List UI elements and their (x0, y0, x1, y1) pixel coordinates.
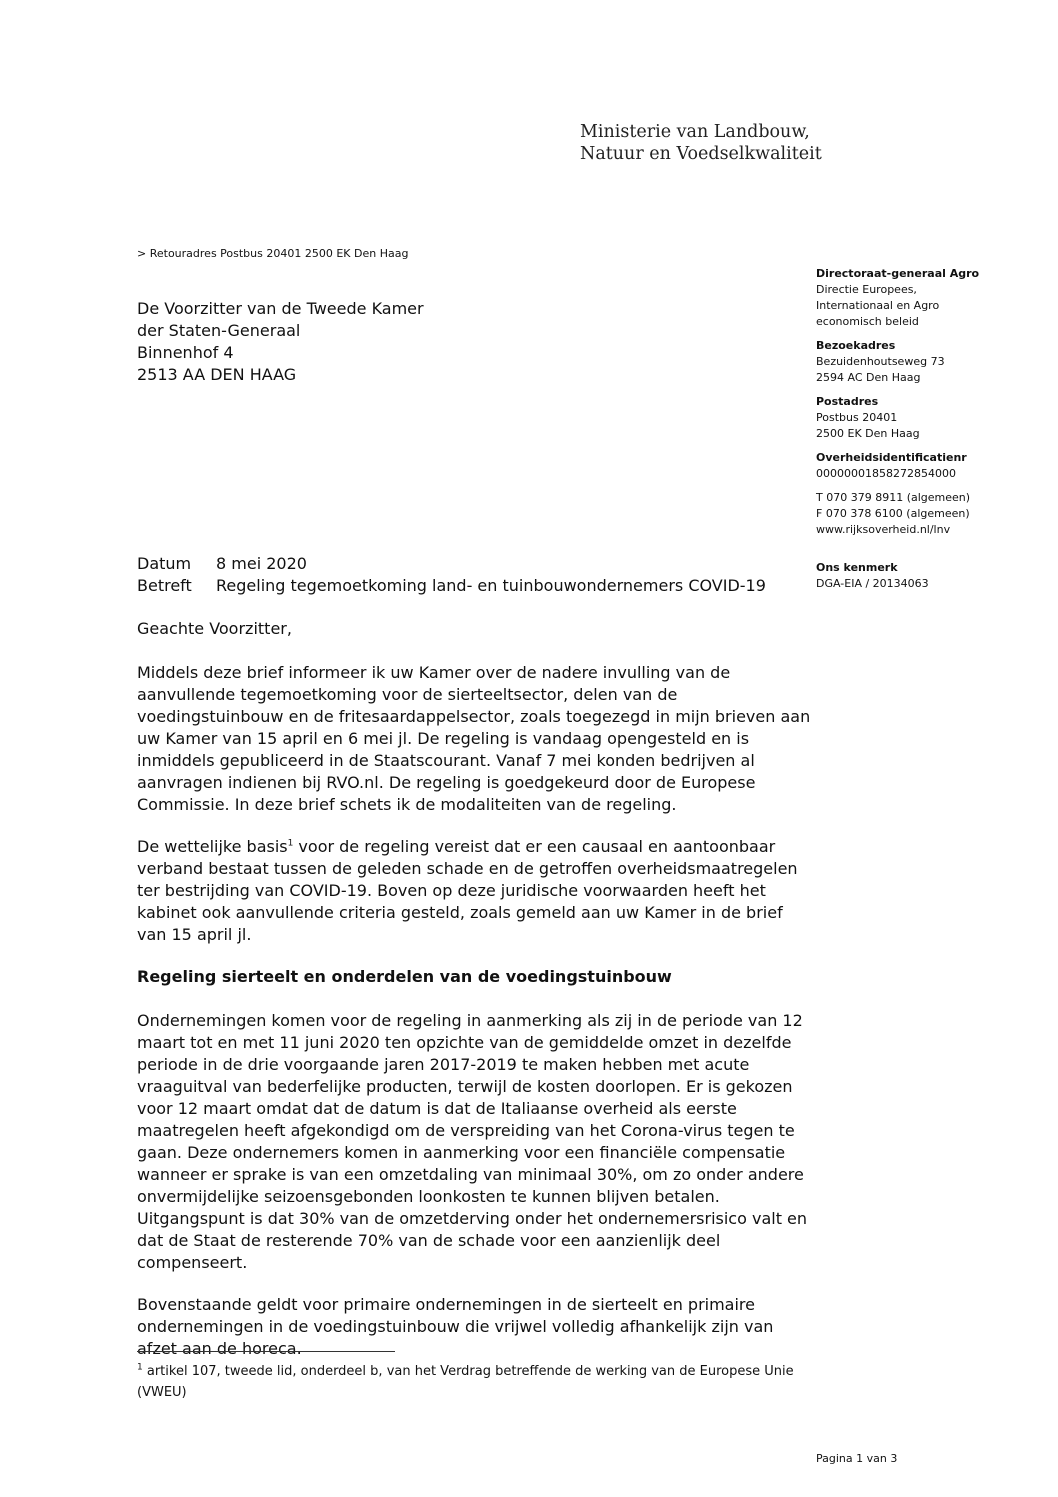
date-value: 8 mei 2020 (216, 554, 307, 573)
sidebar-gov-id (816, 450, 1026, 482)
subject-row (137, 575, 766, 597)
addressee-line1: De Voorzitter van de Tweede Kamer (137, 299, 424, 318)
subject-value: Regeling tegemoetkoming land- en tuinbouwondernemers COVID-19 (216, 576, 766, 595)
paragraph-1: Middels deze brief informeer ik uw Kamer over de nadere invulling van de aanvullende tegemoetkoming voor de sierteeltsector, delen van de voedingstuinbouw en de fritesaardappelsector, zoals toegezegd in mijn brieven aan uw Kamer van 15 april en 6 mei jl. De regeling is vandaag opengesteld en is inmiddels gepubliceerd in de Staatscourant. Vanaf 7 mei konden bedrijven al aanvragen indienen bij RVO.nl. De regeling is goedgekeurd door de Europese Commissie. In deze brief schets ik de modaliteiten van de regeling. (137, 663, 811, 814)
sidebar-postal-address (816, 394, 1026, 442)
footnote-reference[interactable]: 1 (287, 838, 294, 849)
ministry-name-line1: Ministerie van Landbouw, (580, 122, 810, 142)
directorate-line1: Directie Europees, (816, 283, 917, 296)
letter-body (137, 618, 817, 1380)
addressee-block (137, 298, 424, 386)
sidebar-visit-address (816, 338, 1026, 386)
directorate-line3: economisch beleid (816, 315, 919, 328)
visit-line1: Bezuidenhoutseweg 73 (816, 355, 945, 368)
paragraph-2 (137, 836, 817, 946)
sidebar-contact (816, 490, 1026, 538)
sidebar-directorate (816, 266, 1026, 330)
reference-value: DGA-EIA / 20134063 (816, 577, 929, 590)
paragraph-3: Ondernemingen komen voor de regeling in aanmerking als zij in de periode van 12 maart tot en met 11 juni 2020 ten opzichte van de gemiddelde omzet in dezelfde periode in de drie voorgaande jaren 2017-2019 te maken hebben met acute vraaguitval van bederfelijke producten, terwijl de kosten doorlopen. Er is gekozen voor 12 maart omdat dat de datum is dat de Italiaanse overheid als eerste maatregelen heeft afgekondigd om de verspreiding van het Corona-virus tegen te gaan. Deze ondernemers komen in aanmerking voor een financiële compensatie wanneer er sprake is van een omzetdaling van minimaal 30%, om zo onder andere onvermijdelijke seizoensgebonden loonkosten te kunnen blijven betalen. Uitgangspunt is dat 30% van de omzetderving onder het ondernemersrisico valt en dat de Staat de resterende 70% van de schade voor een aanzienlijk deel compenseert. (137, 1011, 808, 1272)
postal-line1: Postbus 20401 (816, 411, 898, 424)
date-row (137, 553, 766, 575)
return-address: > Retouradres Postbus 20401 2500 EK Den Haag (137, 247, 409, 260)
salutation: Geachte Voorzitter, (137, 619, 292, 638)
ministry-name-line2: Natuur en Voedselkwaliteit (580, 144, 822, 164)
paragraph-2-start: De wettelijke basis (137, 837, 288, 856)
addressee-line3: Binnenhof 4 (137, 343, 234, 362)
reference-heading: Ons kenmerk (816, 561, 898, 574)
page-number: Pagina 1 van 3 (816, 1452, 898, 1465)
directorate-heading: Directoraat-generaal Agro (816, 267, 980, 280)
addressee-line2: der Staten-Generaal (137, 321, 301, 340)
visit-line2: 2594 AC Den Haag (816, 371, 921, 384)
postal-heading: Postadres (816, 395, 879, 408)
sender-sidebar (816, 266, 1026, 600)
sidebar-reference (816, 560, 1026, 592)
contact-fax: F 070 378 6100 (algemeen) (816, 507, 970, 520)
section-heading: Regeling sierteelt en onderdelen van de voedingstuinbouw (137, 967, 672, 986)
postal-line2: 2500 EK Den Haag (816, 427, 920, 440)
subject-label: Betreft (137, 576, 192, 595)
date-label: Datum (137, 554, 192, 573)
govid-value: 00000001858272854000 (816, 467, 956, 480)
footnote-marker: 1 (137, 1362, 143, 1373)
govid-heading: Overheidsidentificatienr (816, 451, 967, 464)
footnote-divider (137, 1351, 395, 1352)
footnote-text: artikel 107, tweede lid, onderdeel b, van het Verdrag betreffende de werking van de Europese Unie (VWEU) (137, 1364, 794, 1400)
directorate-line2: Internationaal en Agro (816, 299, 940, 312)
visit-heading: Bezoekadres (816, 339, 896, 352)
contact-website-link[interactable]: www.rijksoverheid.nl/lnv (816, 523, 951, 536)
footnote (137, 1361, 817, 1403)
ministry-name (580, 121, 822, 165)
letter-meta (137, 553, 766, 597)
paragraph-2-rest: voor de regeling vereist dat er een causaal en aantoonbaar verband bestaat tussen de geleden schade en de getroffen overheidsmaatregelen ter bestrijding van COVID-19. Boven op deze juridische voorwaarden heeft het kabinet ook aanvullende criteria gesteld, zoals gemeld aan uw Kamer in de brief van 15 april jl. (137, 837, 798, 944)
paragraph-4: Bovenstaande geldt voor primaire ondernemingen in de sierteelt en primaire ondernemingen in de voedingstuinbouw die vrijwel volledig afhankelijk zijn van afzet aan de horeca. (137, 1295, 774, 1358)
contact-phone: T 070 379 8911 (algemeen) (816, 491, 971, 504)
addressee-line4: 2513 AA DEN HAAG (137, 365, 297, 384)
